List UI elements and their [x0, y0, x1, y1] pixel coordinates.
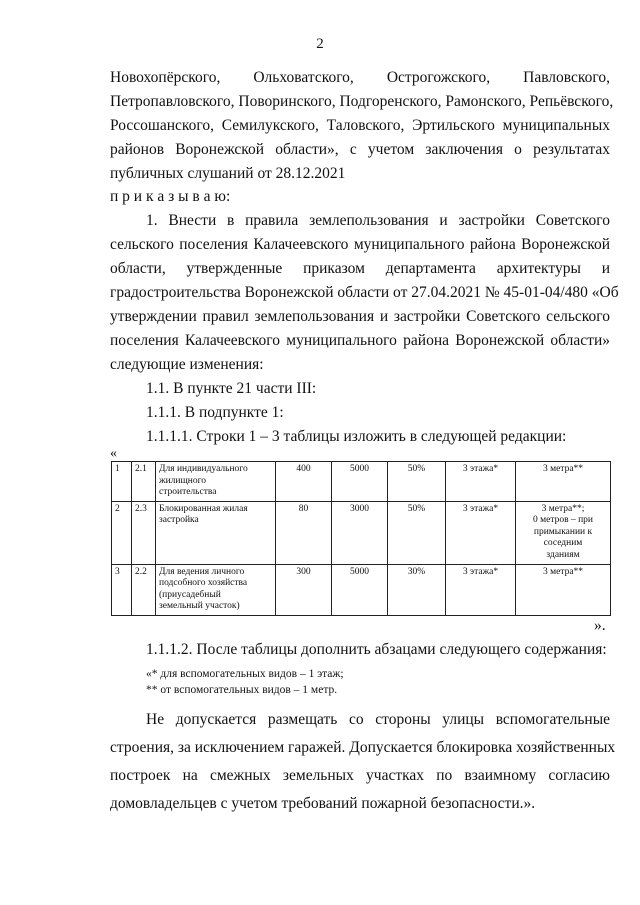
- row-name-line: застройка: [159, 515, 199, 525]
- row-name-line: строительства: [159, 487, 217, 497]
- row-floors: 3 этажа*: [446, 462, 516, 502]
- row-offset-line: 3 метра**: [542, 464, 584, 474]
- subitem-1-1-1-2: 1.1.1.2. После таблицы дополнить абзацами следующего содержания:: [146, 641, 607, 658]
- row-code: 2.2: [132, 564, 156, 615]
- page-number: 2: [316, 36, 324, 52]
- subitem-1-1: 1.1. В пункте 21 части III:: [146, 380, 317, 397]
- row-name-line: подсобного хозяйства: [159, 578, 248, 588]
- row-percent: 50%: [388, 501, 446, 564]
- row-offset-line: 0 метров – при: [532, 515, 594, 525]
- final-line-2: строения, за исключением гаражей. Допускается блокировка хозяйственных: [110, 739, 616, 756]
- table-row: [112, 564, 611, 615]
- row-offset-line: зданиям: [546, 549, 580, 560]
- intro-line-2: Петропавловского, Поворинского, Подгоренского, Рамонского, Репьёвского,: [110, 93, 614, 110]
- row-code: 2.1: [132, 462, 156, 502]
- intro-line-4: районов Воронежской области», с учетом заключения о результатах: [110, 141, 610, 158]
- regulations-table: [111, 461, 611, 616]
- row-offset-line: примыкании к: [533, 526, 593, 537]
- row-max-value: 3000: [332, 501, 388, 564]
- row-floors: 3 этажа*: [446, 501, 516, 564]
- row-code: 2.3: [132, 501, 156, 564]
- footnote-1: «* для вспомогательных видов – 1 этаж;: [146, 668, 344, 680]
- row-min-value: 80: [276, 501, 332, 564]
- row-name-line: Для индивидуального: [159, 464, 248, 474]
- item1-line-5: утверждении правил землепользования и застройки Советского сельского: [110, 308, 610, 325]
- table-row: [112, 462, 611, 502]
- row-offset-line: 3 метра**: [542, 566, 584, 577]
- row-number: 3: [112, 564, 132, 615]
- row-name: [156, 501, 276, 564]
- row-number: 1: [112, 462, 132, 502]
- row-name-line: земельный участок): [159, 601, 240, 611]
- row-offset: [516, 462, 611, 502]
- row-offset: [516, 564, 611, 615]
- row-name-line: (приусадебный: [159, 589, 221, 600]
- intro-line-5: публичных слушаний от 28.12.2021: [110, 165, 346, 182]
- intro-line-1: Новохопёрского, Ольховатского, Острогожского, Павловского,: [110, 69, 610, 86]
- row-offset: [516, 501, 611, 564]
- quote-close: ».: [594, 617, 606, 634]
- row-name: [156, 564, 276, 615]
- quote-open: «: [110, 446, 117, 461]
- row-name-line: Для ведения личного: [159, 566, 245, 577]
- intro-line-3: Россошанского, Семилукского, Таловского, Эртильского муниципальных: [110, 117, 610, 134]
- row-min-value: 400: [276, 462, 332, 502]
- item1-line-2: сельского поселения Калачеевского муниципального района Воронежской: [110, 236, 610, 253]
- item1-line-6: поселения Калачеевского муниципального района Воронежской области»: [110, 332, 610, 349]
- row-name: [156, 462, 276, 502]
- row-min-value: 300: [276, 564, 332, 615]
- row-percent: 50%: [388, 462, 446, 502]
- final-line-1: Не допускается размещать со стороны улицы вспомогательные: [146, 711, 610, 728]
- row-percent: 30%: [388, 564, 446, 615]
- row-number: 2: [112, 501, 132, 564]
- row-max-value: 5000: [332, 462, 388, 502]
- table-row: [112, 501, 611, 564]
- row-name-line: Блокированная жилая: [159, 503, 248, 514]
- row-floors: 3 этажа*: [446, 564, 516, 615]
- subitem-1-1-1-1: 1.1.1.1. Строки 1 – 3 таблицы изложить в следующей редакции:: [146, 428, 567, 445]
- item1-line-4: градостроительства Воронежской области от 27.04.2021 № 45-01-04/480 «Об: [110, 284, 619, 301]
- order-word: п р и к а з ы в а ю:: [110, 188, 231, 205]
- footnote-2: ** от вспомогательных видов – 1 метр.: [146, 684, 338, 696]
- row-max-value: 5000: [332, 564, 388, 615]
- item1-line-1: 1. Внести в правила землепользования и застройки Советского: [146, 212, 610, 229]
- row-offset-line: соседним: [543, 538, 583, 548]
- final-line-3: построек на смежных земельных участках по взаимному согласию: [110, 767, 610, 784]
- item1-line-3: области, утвержденные приказом департамента архитектуры и: [110, 260, 610, 277]
- row-name-line: жилищного: [159, 475, 207, 486]
- final-line-4: домовладельцев с учетом требований пожарной безопасности.».: [110, 795, 536, 812]
- row-offset-line: 3 метра**;: [541, 503, 585, 514]
- subitem-1-1-1: 1.1.1. В подпункте 1:: [146, 404, 284, 421]
- item1-line-7: следующие изменения:: [110, 356, 264, 373]
